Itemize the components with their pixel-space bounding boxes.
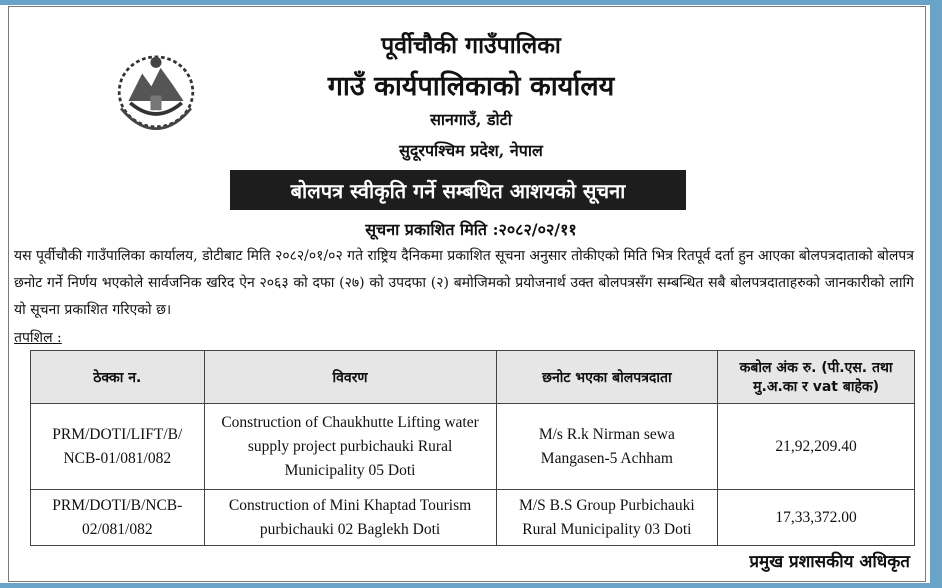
table-row <box>31 404 915 490</box>
bidder-cell: M/s R.k Nirman sewa Mangasen-5 Achham <box>496 404 718 490</box>
description-cell: Construction of Mini Khaptad Tourism purbichauki 02 Baglekh Doti <box>204 490 496 546</box>
col-bidder: छनोट भएका बोलपत्रदाता <box>496 351 718 404</box>
detail-label: तपशिल : <box>14 330 62 346</box>
province: सुदूरपश्चिम प्रदेश, नेपाल <box>399 141 543 160</box>
col-description: विवरण <box>204 351 496 404</box>
notice-title: बोलपत्र स्वीकृति गर्ने सम्बधित आशयको सूचना <box>230 170 686 210</box>
address: सानगाउँ, डोटी <box>430 110 512 129</box>
office-title: गाउँ कार्यपालिकाको कार्यालय <box>327 71 615 102</box>
table-row <box>31 490 915 546</box>
bidder-cell: M/S B.S Group Purbichauki Rural Municipality 03 Doti <box>496 490 718 546</box>
amount-cell: 17,33,372.00 <box>718 490 915 546</box>
bid-table <box>30 350 915 546</box>
description-cell: Construction of Chaukhutte Lifting water supply project purbichauki Rural Municipality 05 Doti <box>204 404 496 490</box>
org-name: पूर्वीचौकी गाउँपालिका <box>381 32 561 59</box>
notice-paragraph: यस पूर्वीचौकी गाउँपालिका कार्यालय, डोटीबाट मिति २०८२/०१/०२ गते राष्ट्रिय दैनिकमा प्रकाशित सूचना अनुसार तोकीएको मिति भित्र रितपूर्व दर्ता हुन आएका बोलपत्रदाताको बोलपत्र छनोट गर्ने निर्णय भएकोले सार्वजनिक खरिद ऐन २०६३ को दफा (२७) को उपदफा (२) बमोजिमको प्रयोजनार्थ उक्त बोलपत्रसँग सम्बन्धित सबै बोलपत्रदाताहरुको जानकारीको लागि यो सूचना प्रकाशित गरिएको छ। <box>14 248 914 318</box>
bottom-accent-bar <box>0 583 942 588</box>
contract-no-cell: PRM/DOTI/B/NCB- 02/081/082 <box>31 490 205 546</box>
top-accent-bar <box>0 0 942 5</box>
signature: प्रमुख प्रशासकीय अधिकृत <box>749 552 910 572</box>
contract-no-cell: PRM/DOTI/LIFT/B/ NCB-01/081/082 <box>31 404 205 490</box>
published-date: सूचना प्रकाशित मिति :२०८२/०२/११ <box>365 220 577 239</box>
col-contract-no: ठेक्का न. <box>31 351 205 404</box>
col-amount: कबोल अंक रु. (पी.एस. तथा मु.अ.का र vat बाहेक) <box>718 351 915 404</box>
table-header-row <box>31 351 915 404</box>
amount-cell: 21,92,209.40 <box>718 404 915 490</box>
